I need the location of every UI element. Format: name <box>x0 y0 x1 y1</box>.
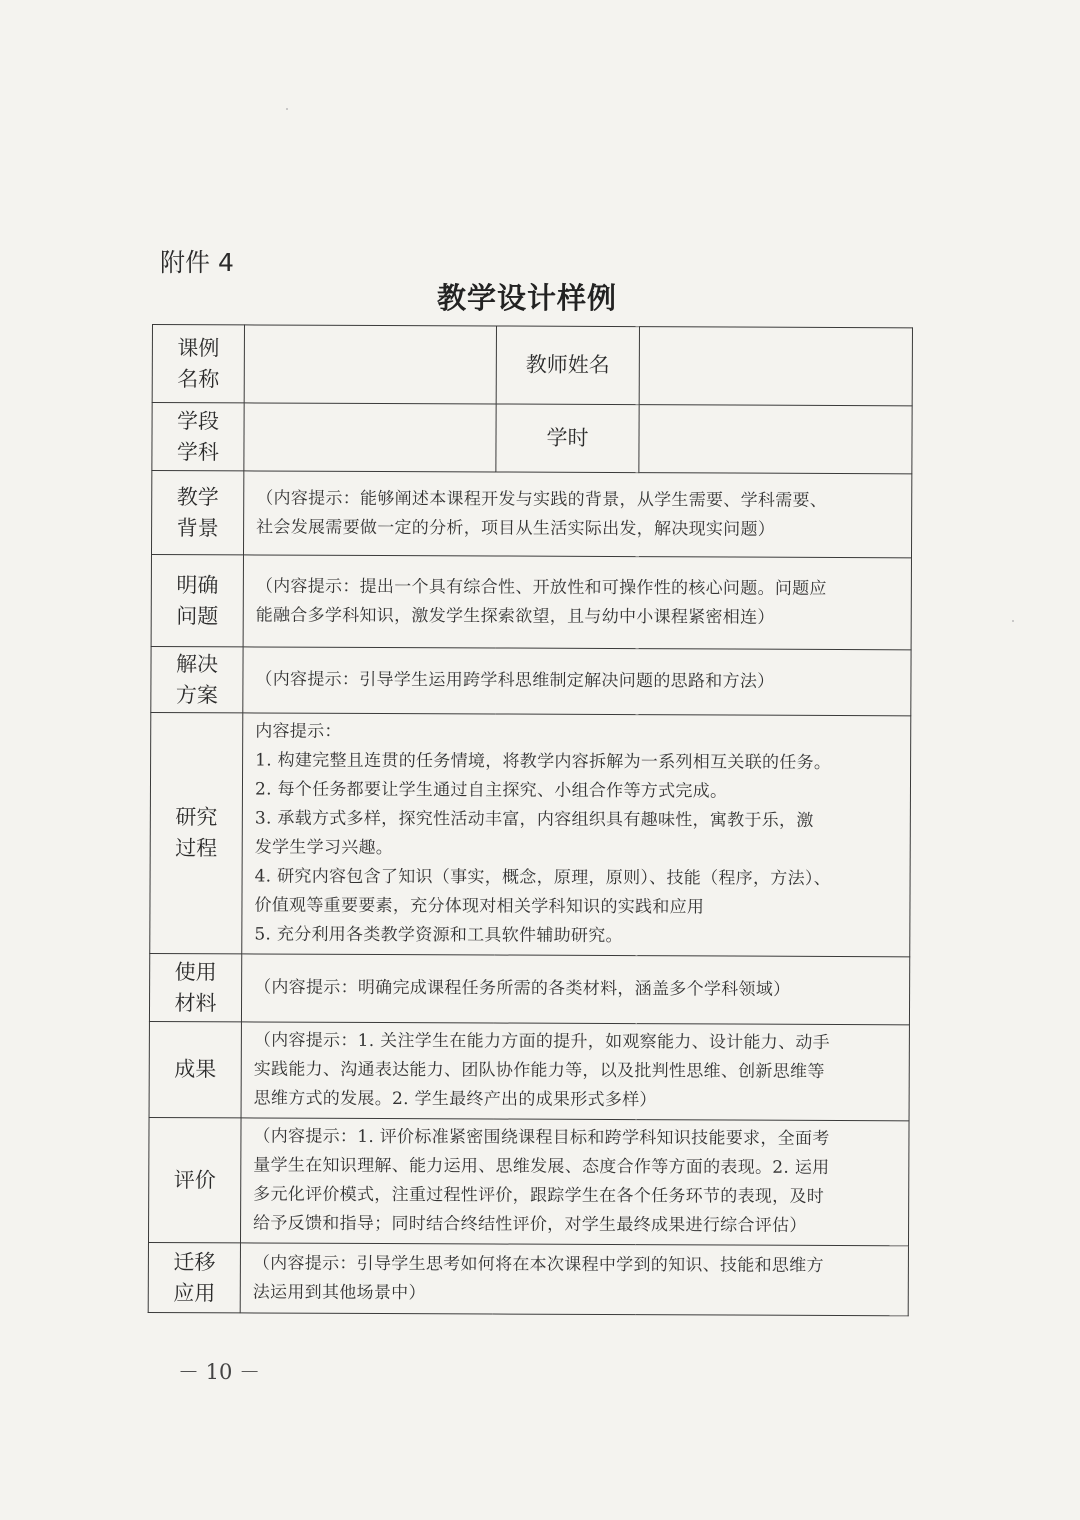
content-line: （内容提示：明确完成课程任务所需的各类材料，涵盖多个学科领域） <box>254 977 791 1000</box>
content-line: 3. 承载方式多样，探究性活动丰富，内容组织具有趣味性，寓教于乐，激 <box>254 808 814 831</box>
attachment-label: 附件 4 <box>160 248 234 277</box>
form-row-outcomes <box>149 1021 909 1120</box>
content-line: 给予反馈和指导；同时结合终结性评价，对学生最终成果进行综合评估） <box>253 1213 807 1236</box>
hours-label: 学时 <box>496 404 639 473</box>
solution-content[interactable] <box>243 647 911 716</box>
transfer-content[interactable] <box>240 1243 908 1316</box>
teacher-name-field[interactable] <box>639 327 912 406</box>
content-line: 4. 研究内容包含了知识（事实，概念，原理，原则）、技能（程序，方法）、 <box>254 866 832 889</box>
content-line: 法运用到其他场景中） <box>252 1281 426 1303</box>
row-label: 成果 <box>149 1021 241 1117</box>
scan-speck <box>1012 620 1014 622</box>
content-line: （内容提示：引导学生思考如何将在本次课程中学到的知识、技能和思维方 <box>252 1252 824 1276</box>
content-line: 社会发展需要做一定的分析，项目从生活实际出发，解决现实问题） <box>256 516 776 540</box>
teacher-name-label: 教师姓名 <box>496 326 639 405</box>
materials-content[interactable] <box>241 954 909 1025</box>
content-line: （内容提示：提出一个具有综合性、开放性和可操作性的核心问题。问题应 <box>255 575 827 599</box>
row-label: 教学背景 <box>151 471 243 555</box>
content-line: 发学生学习兴趣。 <box>254 837 394 859</box>
form-row-research <box>150 712 911 956</box>
row-label: 评价 <box>148 1117 241 1242</box>
lesson-design-form <box>148 324 912 1305</box>
document-title: 教学设计样例 <box>436 281 617 315</box>
form-row-transfer <box>148 1242 908 1315</box>
form-row-course <box>152 325 912 406</box>
content-line: （内容提示：1. 评价标准紧密围绕课程目标和跨学科知识技能要求，全面考 <box>253 1126 830 1149</box>
form-row-solution <box>151 646 911 715</box>
course-name-field[interactable] <box>244 325 496 404</box>
content-line: （内容提示：引导学生运用跨学科思维制定解决问题的思路和方法） <box>255 669 775 692</box>
evaluation-content[interactable] <box>240 1118 909 1246</box>
content-line: 价值观等重要要素，充分体现对相关学科知识的实践和应用 <box>254 895 705 918</box>
course-name-label: 课例名称 <box>152 325 244 403</box>
outcomes-content[interactable] <box>241 1022 909 1121</box>
form-row-evaluation <box>148 1117 909 1245</box>
row-label: 解决方案 <box>151 646 243 712</box>
content-line: 实践能力、沟通表达能力、团队协作能力等，以及批判性思维、创新思维等 <box>253 1059 825 1082</box>
form-row-stage <box>152 403 912 474</box>
form-row-background <box>151 471 911 558</box>
content-line: 2. 每个任务都要让学生通过自主探究、小组合作等方式完成。 <box>254 779 728 802</box>
background-content[interactable] <box>243 471 911 558</box>
content-line: 内容提示： <box>255 721 342 742</box>
row-label: 研究过程 <box>150 712 243 953</box>
problem-content[interactable] <box>243 555 911 650</box>
content-line: 量学生在知识理解、能力运用、思维发展、态度合作等方面的表现。2. 运用 <box>253 1155 830 1178</box>
hours-field[interactable] <box>639 405 912 474</box>
content-line: 思维方式的发展。2. 学生最终产出的成果形式多样） <box>253 1088 657 1111</box>
form-table <box>148 324 913 1316</box>
content-line: （内容提示：能够阐述本课程开发与实践的背景，从学生需要、学科需要、 <box>256 487 828 511</box>
row-label: 迁移应用 <box>148 1242 240 1312</box>
page-number: － 10 － <box>178 1360 261 1384</box>
content-line: 1. 构建完整且连贯的任务情境，将教学内容拆解为一系列相互关联的任务。 <box>255 750 832 773</box>
form-row-problem <box>151 555 911 650</box>
scan-speck <box>286 108 288 110</box>
content-line: 5. 充分利用各类教学资源和工具软件辅助研究。 <box>254 924 623 947</box>
stage-subject-field[interactable] <box>244 403 496 472</box>
content-line: 多元化评价模式，注重过程性评价，跟踪学生在各个任务环节的表现，及时 <box>253 1184 825 1207</box>
content-line: （内容提示：1. 关注学生在能力方面的提升，如观察能力、设计能力、动手 <box>253 1030 831 1053</box>
content-line: 能融合多学科知识，激发学生探索欲望，且与幼中小课程紧密相连） <box>255 604 775 628</box>
row-label: 明确问题 <box>151 555 243 647</box>
research-content[interactable] <box>242 713 911 957</box>
stage-subject-label: 学段学科 <box>152 403 244 471</box>
form-row-materials <box>149 953 909 1024</box>
row-label: 使用材料 <box>149 953 241 1021</box>
